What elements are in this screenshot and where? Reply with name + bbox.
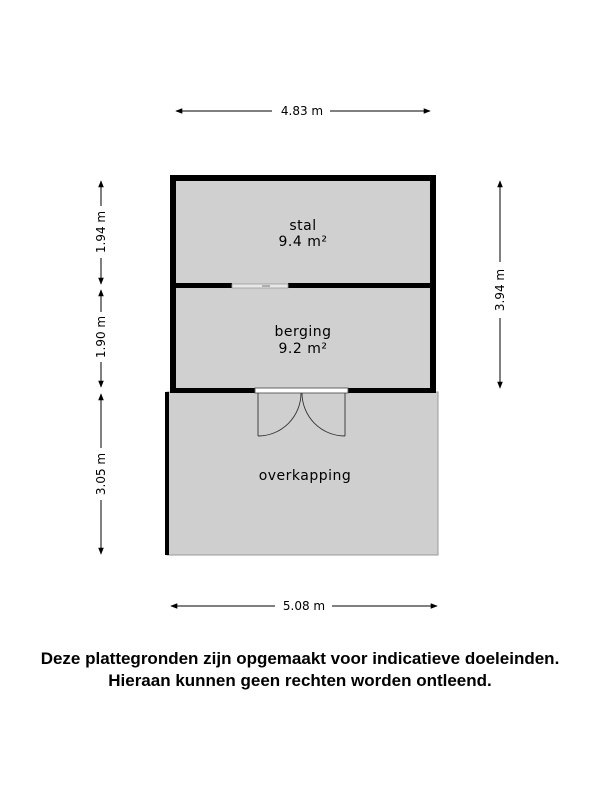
- disclaimer: [0, 648, 600, 692]
- dimension-left-stal: [94, 181, 108, 284]
- wall-bottom-right: [348, 388, 436, 393]
- disclaimer-line-1: Deze plattegronden zijn opgemaakt voor indicatieve doeleinden.: [40, 649, 560, 668]
- overkapping-label: overkapping: [258, 468, 352, 484]
- dimension-left-overkapping-label: 3.05 m: [94, 452, 108, 496]
- berging-area: 9.2 m²: [278, 341, 328, 357]
- disclaimer-line-2: Hieraan kunnen geen rechten worden ontleend.: [108, 671, 492, 690]
- dimension-top: [176, 104, 430, 118]
- room-berging: [175, 286, 431, 390]
- berging-label: berging: [274, 324, 332, 340]
- wall-bottom-left: [170, 388, 255, 393]
- dimension-right-label: 3.94 m: [493, 268, 507, 312]
- dimension-left-berging-label: 1.90 m: [94, 315, 108, 359]
- dimension-bottom-label: 5.08 m: [282, 599, 326, 613]
- room-stal: [175, 180, 431, 286]
- dimension-left-stal-label: 1.94 m: [94, 210, 108, 254]
- dimension-left-overkapping: [94, 394, 108, 554]
- dimension-top-label: 4.83 m: [280, 104, 324, 118]
- wall-middle-right: [288, 283, 436, 288]
- dimension-left-berging: [94, 290, 108, 387]
- internal-opening: [232, 284, 288, 288]
- room-overkapping: [167, 392, 438, 555]
- stal-label: stal: [289, 218, 317, 234]
- dimension-right: [493, 181, 507, 388]
- wall-middle-left: [170, 283, 232, 288]
- stal-area: 9.4 m²: [278, 234, 328, 250]
- wall-top: [170, 175, 436, 181]
- dimension-bottom: [171, 599, 437, 613]
